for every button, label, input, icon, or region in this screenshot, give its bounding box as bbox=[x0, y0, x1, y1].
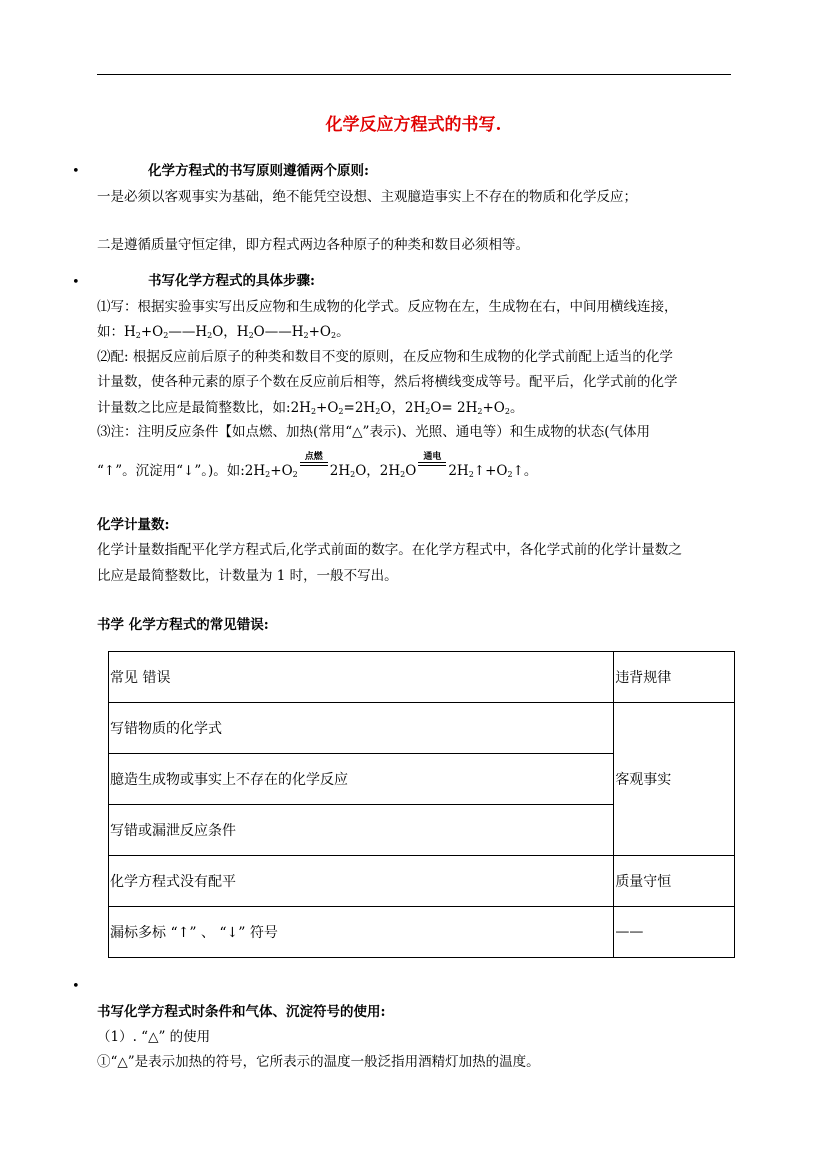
step3-line2 bbox=[97, 452, 538, 479]
step2-line3 bbox=[97, 396, 523, 416]
error-cell: 写错物质的化学式 bbox=[109, 703, 614, 754]
steps-heading: 书写化学方程式的具体步骤: bbox=[148, 273, 315, 289]
equation-unbalanced: $H_2+O_2——H_2O$，$H_2O——H_2+O_2$。 bbox=[124, 324, 350, 340]
rule-cell: 质量守恒 bbox=[614, 856, 735, 907]
coef-line1: 化学计量数指配平化学方程式后,化学式前面的数字。在化学方程式中，各化学式前的化学计量数之 bbox=[97, 542, 682, 558]
step1-line1: ⑴写：根据实验事实写出反应物和生成物的化学式。反应物在左，生成物在右，中间用横线连接， bbox=[97, 299, 678, 315]
rule-cell: 客观事实 bbox=[614, 703, 735, 856]
ignite-label: 点燃 bbox=[304, 452, 323, 462]
electrolysis-label: 通电 bbox=[423, 452, 442, 462]
bullet-marker: • bbox=[72, 979, 80, 994]
header-rule bbox=[97, 74, 731, 75]
step1-prefix: 如： bbox=[97, 324, 124, 340]
error-cell: 写错或漏泄反应条件 bbox=[109, 805, 614, 856]
ignite-condition bbox=[298, 452, 330, 479]
equation-conditions: $2H_2+O_2$ 点燃 $2H_2O$，$2H_2O$ 通电 $2H_2↑+O_2↑$。 bbox=[245, 463, 538, 479]
symbols-heading: 书写化学方程式时条件和气体、沉淀符号的使用: bbox=[97, 1004, 386, 1020]
coef-heading: 化学计量数: bbox=[97, 517, 170, 533]
step2-line2: 计量数，使各种元素的原子个数在反应前后相等，然后将横线变成等号。配平后，化学式前的化学 bbox=[97, 374, 678, 390]
electrolysis-condition bbox=[416, 452, 448, 479]
step2-prefix: 计量数之比应是最简整数比，如: bbox=[97, 400, 291, 416]
error-cell: 臆造生成物或事实上不存在的化学反应 bbox=[109, 754, 614, 805]
table-row bbox=[109, 856, 735, 907]
bullet-marker: • bbox=[72, 164, 80, 179]
coef-line2: 比应是最简整数比，计数量为 1 时，一般不写出。 bbox=[97, 568, 398, 584]
step3-line1: ⑶注：注明反应条件【如点燃、加热(常用“△”表示)、光照、通电等）和生成物的状态(气体用 bbox=[97, 424, 650, 440]
header-rule: 违背规律 bbox=[614, 652, 735, 703]
table-row bbox=[109, 907, 735, 958]
table-row bbox=[109, 703, 735, 754]
symbols-line1: ①“△”是表示加热的符号，它所表示的温度一般泛指用酒精灯加热的温度。 bbox=[97, 1054, 540, 1070]
errors-table bbox=[108, 651, 735, 958]
table-header-row bbox=[109, 652, 735, 703]
error-cell: 漏标多标 “↑” 、 “↓” 符号 bbox=[109, 907, 614, 958]
page-title: 化学反应方程式的书写. bbox=[325, 115, 502, 135]
symbols-sub1: （1）. “△” 的使用 bbox=[97, 1029, 211, 1045]
bullet-marker: • bbox=[72, 275, 80, 290]
equation-balanced: $2H_2+O_2=2H_2O$，$2H_2O= 2H_2+O_2$。 bbox=[290, 400, 524, 416]
step3-prefix: “↑”。沉淀用“↓”。)。如: bbox=[97, 463, 245, 479]
header-error: 常见 错误 bbox=[109, 652, 614, 703]
rule-cell: —— bbox=[614, 907, 735, 958]
step2-line1: ⑵配: 根据反应前后原子的种类和数目不变的原则，在反应物和生成物的化学式前配上适当的化学 bbox=[97, 349, 673, 365]
principles-heading: 化学方程式的书写原则遵循两个原则: bbox=[148, 163, 369, 179]
errors-heading: 书学 化学方程式的常见错误: bbox=[97, 617, 269, 633]
error-cell: 化学方程式没有配平 bbox=[109, 856, 614, 907]
principle-2: 二是遵循质量守恒定律，即方程式两边各种原子的种类和数目必须相等。 bbox=[97, 237, 529, 253]
principle-1: 一是必须以客观事实为基础，绝不能凭空设想、主观臆造事实上不存在的物质和化学反应； bbox=[97, 189, 637, 205]
step1-line2 bbox=[97, 320, 350, 340]
